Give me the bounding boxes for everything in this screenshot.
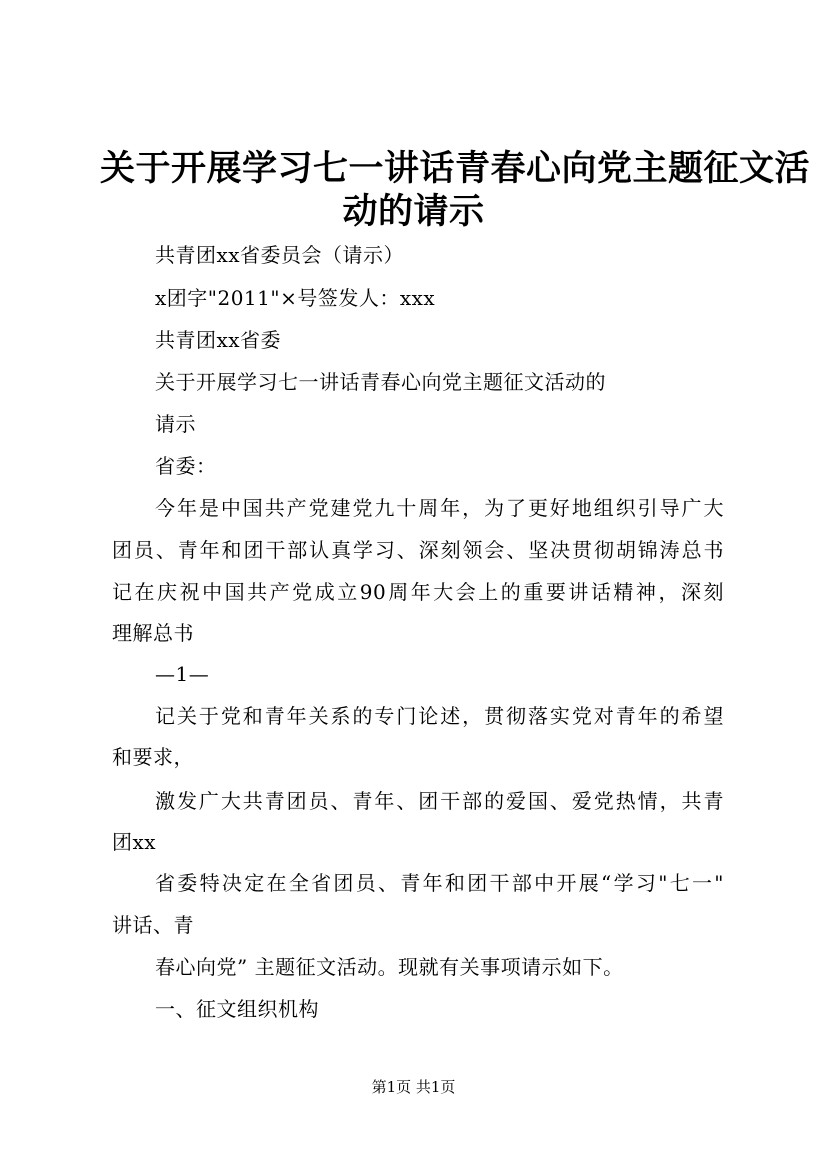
paragraph-line: 今年是中国共产党建党九十周年，为了更好地组织引导广大 — [155, 496, 724, 520]
paragraph-line: 讲话、青 — [112, 913, 194, 937]
paragraph-line: 春心向党” 主题征文活动。现就有关事项请示如下。 — [155, 955, 624, 979]
salutation: 省委： — [155, 454, 217, 478]
page-marker: —1— — [155, 662, 210, 686]
paragraph-line: 团xx — [112, 830, 157, 854]
paragraph-line: 理解总书 — [112, 621, 194, 645]
sender-line: 共青团xx省委 — [155, 328, 282, 352]
document-number-line: x团字"2011"×号签发人：xxx — [155, 286, 436, 310]
subject-line-2: 请示 — [155, 412, 196, 436]
issuer-line: 共青团xx省委员会（请示） — [155, 243, 405, 267]
paragraph-line: 和要求， — [112, 745, 194, 769]
subject-line-1: 关于开展学习七一讲话青春心向党主题征文活动的 — [155, 370, 606, 394]
page-footer: 第1页 共1页 — [371, 1078, 456, 1096]
paragraph-line: 记关于党和青年关系的专门论述，贯彻落实党对青年的希望 — [155, 704, 724, 728]
paragraph-line: 记在庆祝中国共产党成立90周年大会上的重要讲话精神，深刻 — [112, 580, 724, 604]
document-title-line-2: 动的请示 — [342, 191, 485, 232]
paragraph-line: 团员、青年和团干部认真学习、深刻领会、坚决贯彻胡锦涛总书 — [112, 538, 724, 562]
paragraph-line: 省委特决定在全省团员、青年和团干部中开展“学习"七一" — [155, 871, 724, 895]
paragraph-line: 激发广大共青团员、青年、团干部的爱国、爱党热情，共青 — [155, 789, 724, 813]
section-heading: 一、征文组织机构 — [155, 997, 319, 1021]
document-title-line-1: 关于开展学习七一讲话青春心向党主题征文活 — [100, 148, 811, 189]
